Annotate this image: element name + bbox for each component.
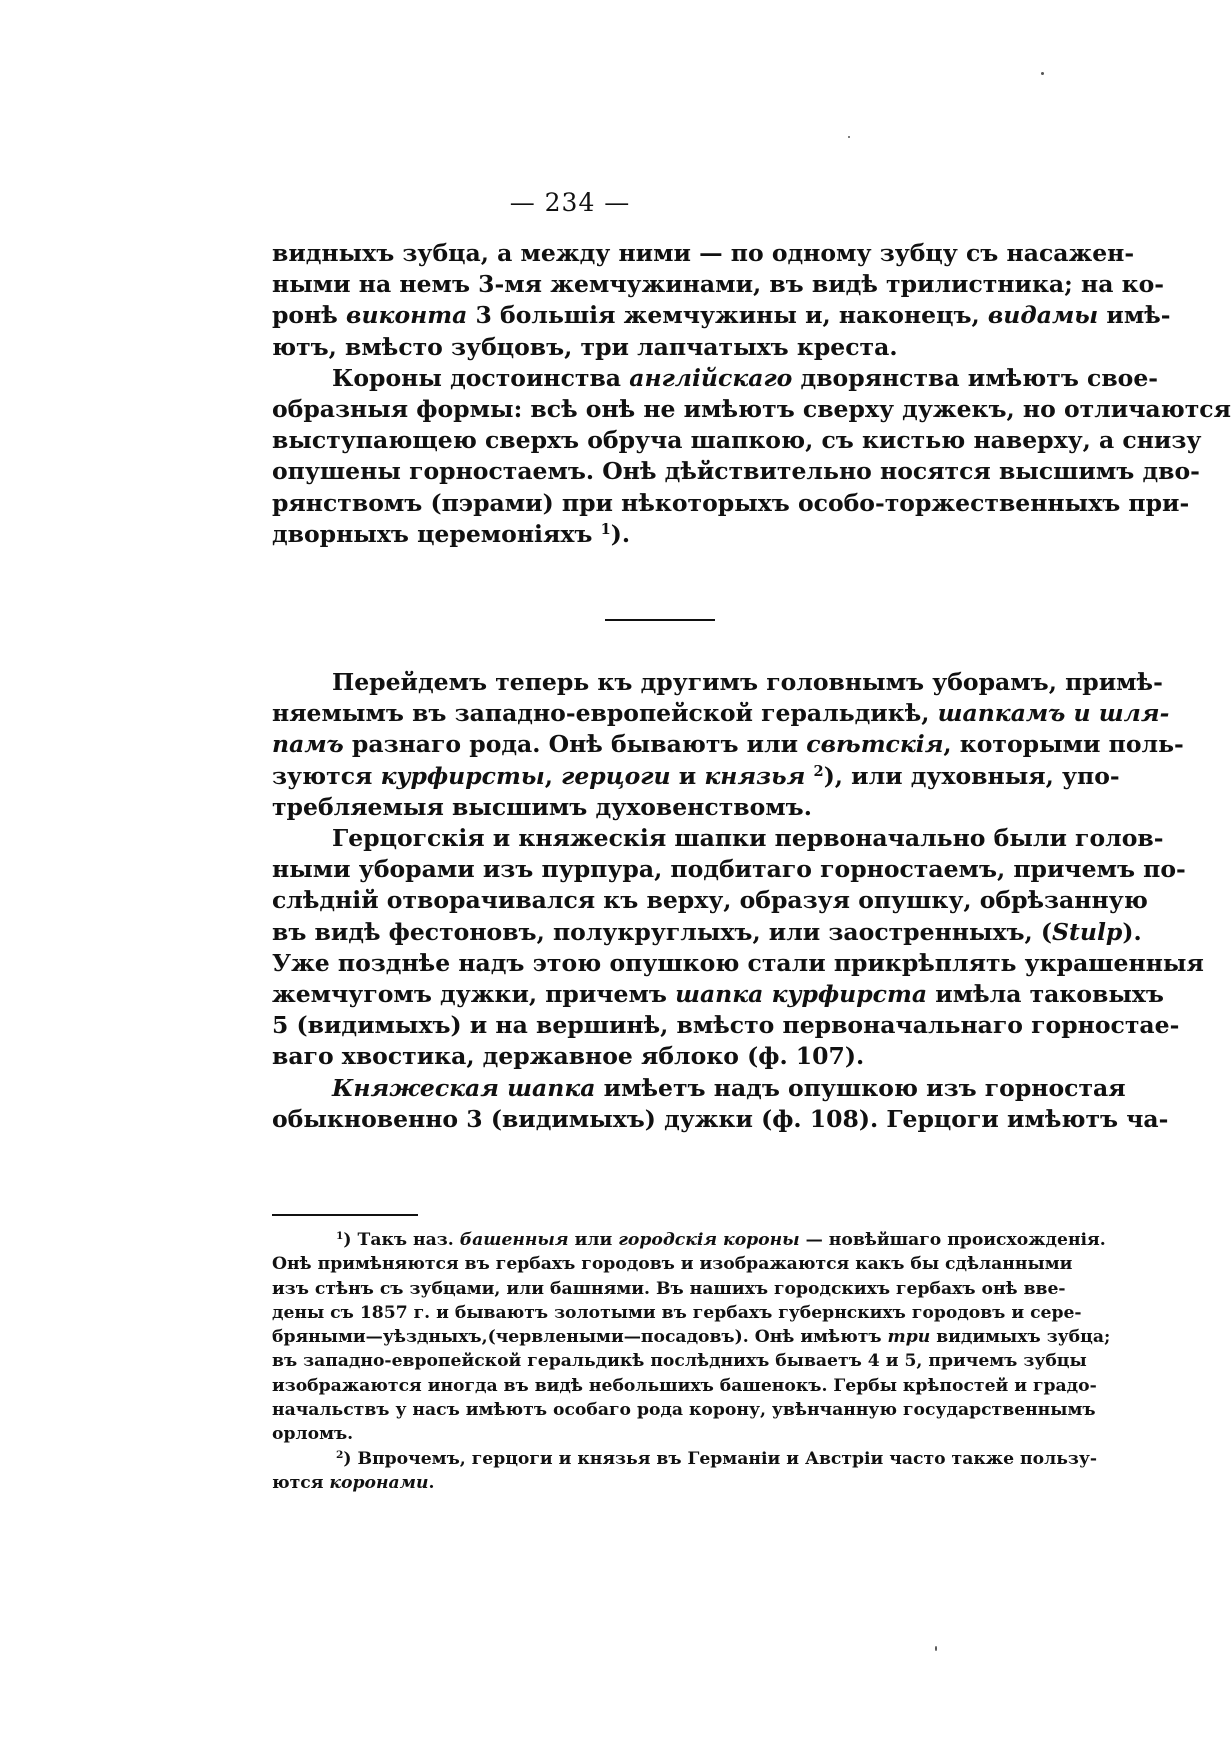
text-line: дены съ 1857 г. и бываютъ золотыми въ гербахъ губернскихъ городовъ и сере- <box>272 1302 1082 1323</box>
footnote-ref-2: 2 <box>813 762 824 780</box>
footnote-1 <box>272 1228 1111 1447</box>
text-line: видныхъ зубца, а между ними — по одному зубцу съ насажен- <box>272 239 1135 267</box>
footnotes <box>272 1228 1111 1495</box>
text-line: слѣдній отворачивался къ верху, образуя опушку, обрѣзанную <box>272 886 1148 915</box>
scan-speck <box>848 136 850 138</box>
scan-speck <box>1041 72 1044 75</box>
text-line: $^2$) Впрочемъ, герцоги и князья въ Германіи и Австріи часто также пользу- <box>336 1447 1097 1469</box>
section-divider <box>605 619 715 621</box>
text-line: Герцогскія и княжескія шапки первоначально были голов- <box>332 824 1164 853</box>
footnote-ref-1: 1 <box>600 520 611 538</box>
paragraph-3 <box>272 667 1184 823</box>
text-line: ными на немъ 3-мя жемчужинами, въ видѣ трилистника; на ко- <box>272 270 1165 299</box>
text-line: Перейдемъ теперь къ другимъ головнымъ уборамъ, примѣ- <box>332 668 1163 696</box>
text-line: дворныхъ церемоніяхъ $^1$). <box>272 519 631 548</box>
text-line: Онѣ примѣняются въ гербахъ городовъ и изображаются какъ бы сдѣланными <box>272 1254 1073 1275</box>
text-line: ронѣ виконта 3 большія жемчужины и, наконецъ, видамы имѣ- <box>272 301 1171 330</box>
text-line: жемчугомъ дужки, причемъ шапка курфирста имѣла таковыхъ <box>272 980 1164 1009</box>
paragraph-5 <box>272 1073 1169 1135</box>
paragraph-4 <box>272 823 1204 1073</box>
text-line: ются коронами. <box>272 1472 435 1493</box>
text-line: ваго хвостика, державное яблоко (ф. 107). <box>272 1042 865 1071</box>
scan-speck <box>935 1646 937 1651</box>
text-line: въ видѣ фестоновъ, полукруглыхъ, или заостренныхъ, (Stulp). <box>272 917 1142 946</box>
text-line: памъ разнаго рода. Онѣ бываютъ или свѣтскія, которыми поль- <box>272 730 1184 759</box>
text-line: требляемыя высшимъ духовенствомъ. <box>272 792 812 821</box>
text-line: образныя формы: всѣ онѣ не имѣютъ сверху дужекъ, но отличаются <box>272 395 1231 424</box>
text-line: рянствомъ (пэрами) при нѣкоторыхъ особо-торжественныхъ при- <box>272 488 1190 517</box>
main-text-lower <box>272 667 1204 1135</box>
text-line: 5 (видимыхъ) и на вершинѣ, вмѣсто первоначальнаго горностае- <box>272 1011 1180 1040</box>
text-line: ютъ, вмѣсто зубцовъ, три лапчатыхъ креста. <box>272 332 898 361</box>
text-line: Короны достоинства англійскаго дворянства имѣютъ свое- <box>332 363 1159 392</box>
text-line: орломъ. <box>272 1424 354 1445</box>
paragraph-2 <box>272 363 1231 550</box>
text-line: няемымъ въ западно-европейской геральдикѣ, шапкамъ и шля- <box>272 699 1170 728</box>
text-line: въ западно-европейской геральдикѣ послѣднихъ бываетъ 4 и 5, причемъ зубцы <box>272 1351 1087 1372</box>
text-line: $^1$) Такъ наз. башенныя или городскія короны — новѣйшаго происхожденія. <box>336 1229 1106 1250</box>
text-line: ными уборами изъ пурпура, подбитаго горностаемъ, причемъ по- <box>272 855 1186 884</box>
text-line: изъ стѣнъ съ зубцами, или башнями. Въ нашихъ городскихъ гербахъ онѣ вве- <box>272 1278 1066 1299</box>
main-text-upper <box>272 238 1231 550</box>
paragraph-1 <box>272 238 1171 363</box>
text-line: начальствъ у насъ имѣютъ особаго рода корону, увѣнчанную государственнымъ <box>272 1400 1096 1421</box>
text-line: зуются курфирсты, герцоги и князья $^2$), или духовныя, упо- <box>272 761 1120 790</box>
text-line: изображаются иногда въ видѣ небольшихъ башенокъ. Гербы крѣпостей и градо- <box>272 1375 1097 1396</box>
page-number: — 234 — <box>509 188 631 217</box>
text-line: выступающею сверхъ обруча шапкою, съ кистью наверху, а снизу <box>272 426 1202 455</box>
text-line: обыкновенно 3 (видимыхъ) дужки (ф. 108). Герцоги имѣютъ ча- <box>272 1104 1169 1133</box>
footnote-rule <box>272 1214 418 1216</box>
text-line: опушены горностаемъ. Онѣ дѣйствительно носятся высшимъ дво- <box>272 457 1200 486</box>
footnote-2 <box>272 1447 1097 1496</box>
text-line: Княжеская шапка имѣетъ надъ опушкою изъ горностая <box>332 1073 1126 1102</box>
text-line: Уже позднѣе надъ этою опушкою стали прикрѣплять украшенныя <box>272 948 1204 977</box>
text-line: бряными—уѣздныхъ,(червлеными—посадовъ). Онѣ имѣютъ три видимыхъ зубца; <box>272 1327 1111 1348</box>
